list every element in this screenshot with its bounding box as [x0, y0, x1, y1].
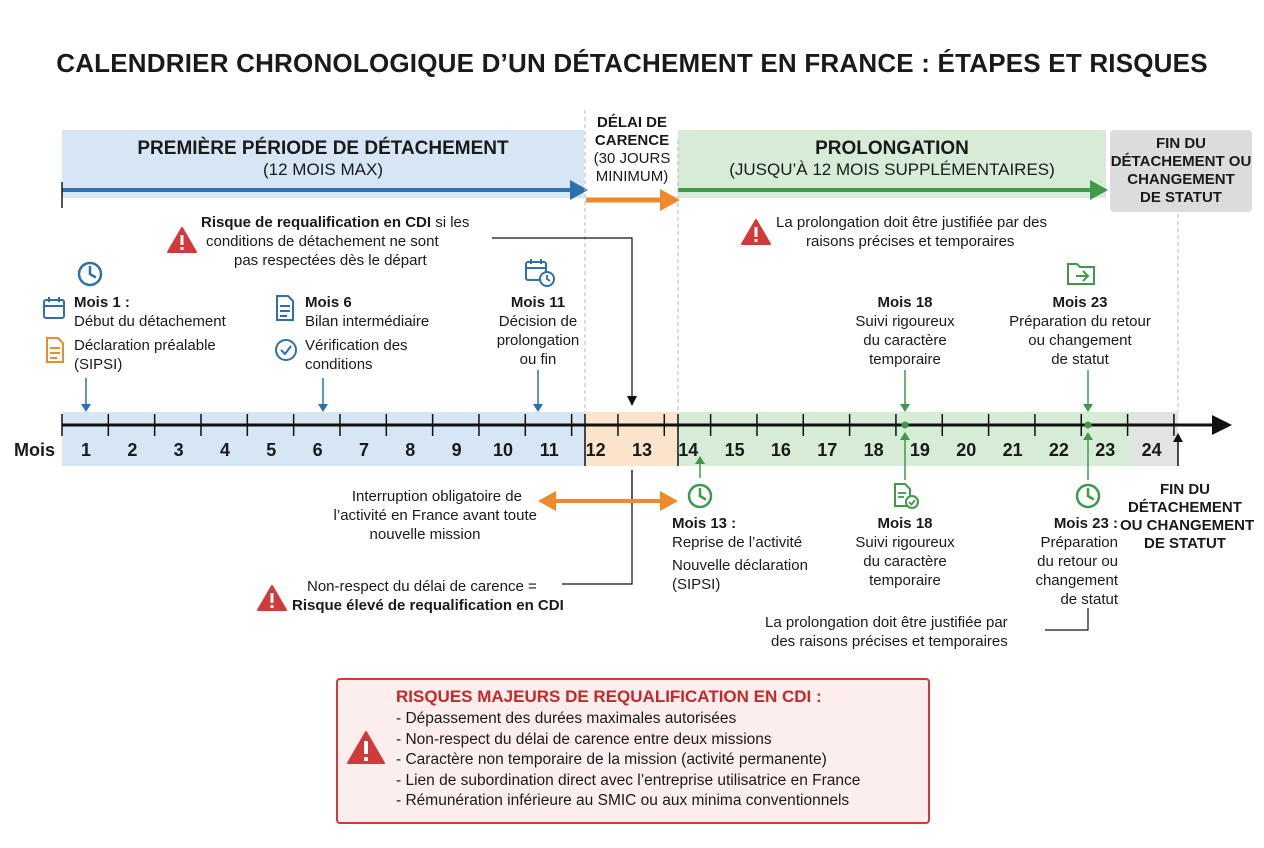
first-period-subtitle: (12 MOIS MAX)	[263, 160, 383, 179]
prolongation-subtitle: (JUSQU’À 12 MOIS SUPPLÉMENTAIRES)	[729, 160, 1055, 179]
document-icon	[274, 294, 296, 322]
end-bottom-line4: DE STATUT	[1144, 535, 1226, 552]
month-label: 6	[312, 440, 323, 460]
m6-title: Mois 6	[305, 294, 352, 311]
risk-item: - Rémunération inférieure au SMIC ou aux minima conventionnels	[396, 792, 850, 809]
top-prolongation-warning-line2: raisons précises et temporaires	[806, 233, 1015, 250]
warning-icon	[166, 226, 198, 254]
end-bottom-line1: FIN DU	[1160, 481, 1210, 498]
axis-label: Mois	[14, 440, 56, 460]
month-label: 24	[1141, 440, 1162, 460]
warning-icon	[346, 730, 386, 766]
top-risk-line3: pas respectées dès le départ	[234, 252, 427, 269]
bottom-prolongation-note-line2: des raisons précises et temporaires	[771, 633, 1008, 650]
month-label: 21	[1002, 440, 1023, 460]
m18-top-line1: Suivi rigoureux	[855, 313, 955, 330]
m6-check2: conditions	[305, 356, 373, 373]
interruption-arrow-right	[660, 491, 678, 511]
risk-item: - Lien de subordination direct avec l’entreprise utilisatrice en France	[396, 771, 861, 789]
carence-risk-line1: Non-respect du délai de carence =	[307, 578, 537, 595]
m23-bottom-line3: changement	[1035, 572, 1118, 589]
top-risk-line1: Risque de requalification en CDI si les	[201, 214, 470, 231]
carence-risk-line2: Risque élevé de requalification en CDI	[292, 597, 564, 614]
m18-bottom-title: Mois 18	[877, 515, 933, 532]
month-label: 13	[631, 440, 652, 460]
month-label: 22	[1048, 440, 1069, 460]
m11-line2: prolongation	[496, 332, 580, 349]
month-label: 18	[863, 440, 884, 460]
carence-line4: MINIMUM)	[595, 168, 669, 185]
m11-line1: Décision de	[498, 313, 578, 330]
m18-bottom-line1: Suivi rigoureux	[855, 534, 955, 551]
document-check-icon	[892, 482, 920, 510]
month-label: 12	[585, 440, 606, 460]
warning-icon	[256, 584, 288, 612]
bottom-prolongation-note-line1: La prolongation doit être justifiée par	[765, 614, 1008, 631]
month-label: 8	[405, 440, 416, 460]
end-line1: FIN DU	[1156, 135, 1206, 152]
end-line3: CHANGEMENT	[1127, 171, 1235, 188]
month-label: 19	[909, 440, 930, 460]
interruption-arrow-left	[538, 491, 556, 511]
month-label: 2	[127, 440, 138, 460]
warning-icon	[740, 218, 772, 246]
m23-top-title: Mois 23	[1052, 294, 1108, 311]
month-label: 5	[266, 440, 277, 460]
calendar-clock-icon	[524, 258, 556, 288]
month-label: 10	[492, 440, 513, 460]
m13-line3: (SIPSI)	[672, 576, 721, 593]
end-bottom-line3: OU CHANGEMENT	[1120, 517, 1255, 534]
m1-title: Mois 1 :	[74, 294, 130, 311]
clock-icon	[76, 260, 104, 288]
end-bottom-line2: DÉTACHEMENT	[1128, 499, 1242, 516]
m6-line1: Bilan intermédiaire	[305, 313, 430, 330]
folder-return-icon	[1066, 258, 1098, 288]
m23-top-line2: ou changement	[1028, 332, 1132, 349]
clock-icon	[686, 482, 714, 510]
m23-top-line1: Préparation du retour	[1009, 313, 1151, 330]
m18-bottom-line3: temporaire	[869, 572, 941, 589]
month-label: 11	[539, 440, 559, 460]
carence-line1: DÉLAI DE	[596, 114, 667, 131]
carence-line3: (30 JOURS	[593, 150, 671, 167]
top-prolongation-warning-line1: La prolongation doit être justifiée par des	[776, 214, 1048, 231]
page-title: CALENDRIER CHRONOLOGIQUE D’UN DÉTACHEMENT EN FRANCE : ÉTAPES ET RISQUES	[56, 48, 1208, 78]
m23-bottom-line1: Préparation	[1040, 534, 1118, 551]
risks-box-title: RISQUES MAJEURS DE REQUALIFICATION EN CDI :	[396, 687, 822, 706]
month-label: 7	[358, 440, 369, 460]
end-line2: DÉTACHEMENT OU	[1110, 153, 1252, 170]
month-label: 3	[173, 440, 184, 460]
month-label: 17	[817, 440, 838, 460]
interruption-line3: nouvelle mission	[369, 526, 481, 543]
month-label: 23	[1095, 440, 1116, 460]
month-label: 15	[724, 440, 745, 460]
risk-item: - Caractère non temporaire de la mission (activité permanente)	[396, 751, 827, 768]
month-label: 16	[770, 440, 791, 460]
risk-item: - Dépassement des durées maximales autorisées	[396, 710, 737, 727]
m1-line1: Début du détachement	[74, 313, 226, 330]
first-period-title: PREMIÈRE PÉRIODE DE DÉTACHEMENT	[137, 138, 509, 159]
m13-line2: Nouvelle déclaration	[672, 557, 808, 574]
month-label: 20	[956, 440, 977, 460]
m18-top-title: Mois 18	[877, 294, 933, 311]
month-label: 4	[219, 440, 230, 460]
end-line4: DE STATUT	[1140, 189, 1222, 206]
clock-icon	[1074, 482, 1102, 510]
top-risk-line2: conditions de détachement ne sont	[206, 233, 439, 250]
m1-decl2: (SIPSI)	[74, 356, 123, 373]
prolongation-title: PROLONGATION	[815, 138, 969, 159]
m23-top-line3: de statut	[1051, 351, 1109, 368]
month-label: 14	[678, 440, 699, 460]
m11-line3: ou fin	[519, 351, 557, 368]
interruption-line2: l’activité en France avant toute	[333, 507, 537, 524]
risk-item: - Non-respect du délai de carence entre deux missions	[396, 730, 772, 748]
month-label: 1	[80, 440, 91, 460]
month-label: 9	[451, 440, 462, 460]
m11-title: Mois 11	[510, 294, 566, 311]
m23-bottom-line4: de statut	[1060, 591, 1118, 608]
carence-arrow	[660, 189, 680, 211]
document-icon	[44, 336, 66, 364]
interruption-line1: Interruption obligatoire de	[351, 488, 522, 505]
carence-line2: CARENCE	[594, 132, 670, 149]
m23-bottom-title: Mois 23 :	[1053, 515, 1118, 532]
m1-decl1: Déclaration préalable	[74, 337, 216, 354]
m13-line1: Reprise de l’activité	[672, 534, 803, 551]
m18-top-line2: du caractère	[863, 332, 947, 349]
m18-top-line3: temporaire	[869, 351, 941, 368]
check-circle-icon	[274, 338, 298, 362]
m6-check1: Vérification des	[305, 337, 408, 354]
m23-bottom-line2: du retour ou	[1037, 553, 1118, 570]
m13-title: Mois 13 :	[672, 515, 737, 532]
m18-bottom-line2: du caractère	[863, 553, 947, 570]
calendar-icon	[42, 296, 66, 320]
